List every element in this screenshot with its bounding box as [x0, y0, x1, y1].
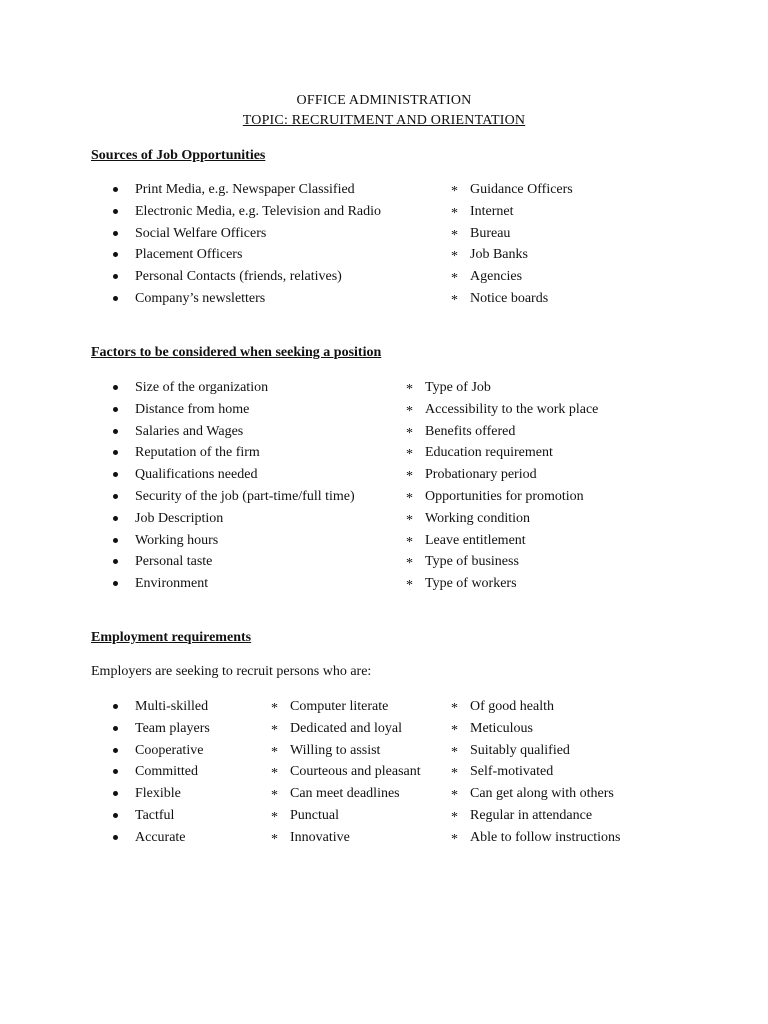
list-item-text: Able to follow instructions [470, 829, 621, 845]
list-item-text: Meticulous [470, 720, 533, 736]
list-item-text: Print Media, e.g. Newspaper Classified [135, 182, 355, 197]
asterisk-icon: * [271, 788, 278, 804]
list-item-text: Bureau [470, 225, 511, 241]
list-item [406, 551, 696, 573]
list-item-text: Guidance Officers [470, 182, 573, 197]
asterisk-icon: * [406, 578, 413, 594]
list-item [113, 783, 263, 805]
list-item [271, 805, 446, 827]
asterisk-icon: * [451, 701, 458, 716]
list-item-text: Dedicated and loyal [290, 720, 402, 736]
asterisk-icon: * [451, 766, 458, 782]
list-item [113, 399, 403, 421]
list-item [406, 399, 696, 421]
list-item [113, 442, 403, 464]
sources-list-col1 [113, 179, 443, 310]
requirements-list-col3 [451, 696, 651, 849]
asterisk-icon: * [406, 403, 413, 419]
list-item [113, 761, 263, 783]
asterisk-icon: * [271, 831, 278, 847]
asterisk-icon: * [406, 556, 413, 572]
list-item [406, 464, 696, 486]
list-item [451, 244, 711, 266]
list-item-text: Type of Job [425, 380, 491, 395]
list-item [271, 761, 446, 783]
list-item-text: Agencies [470, 269, 523, 285]
list-item [451, 761, 651, 783]
asterisk-icon: * [451, 184, 458, 199]
list-item-text: Flexible [135, 786, 181, 802]
list-item [113, 530, 403, 552]
list-item [406, 421, 696, 443]
asterisk-icon: * [451, 205, 458, 221]
list-item-text: Opportunities for promotion [425, 488, 584, 504]
list-item [406, 573, 696, 595]
list-item-text: Punctual [290, 807, 339, 823]
list-item [451, 827, 651, 849]
requirements-list-col1 [113, 696, 263, 849]
list-item [113, 486, 403, 508]
list-item-text: Accurate [135, 829, 186, 845]
list-item [113, 244, 443, 266]
list-item [451, 266, 711, 288]
list-item-text: Notice boards [470, 290, 549, 306]
list-item-text: Can meet deadlines [290, 786, 400, 802]
asterisk-icon: * [406, 447, 413, 463]
asterisk-icon: * [451, 831, 458, 847]
list-item-text: Probationary period [425, 467, 537, 483]
list-item [113, 421, 403, 443]
list-item [113, 201, 443, 223]
asterisk-icon: * [451, 249, 458, 265]
list-item [113, 179, 443, 201]
list-item [113, 266, 443, 288]
list-item [113, 827, 263, 849]
asterisk-icon: * [451, 227, 458, 243]
list-item [451, 696, 651, 718]
list-item [113, 223, 443, 245]
list-item [451, 740, 651, 762]
list-item [271, 827, 446, 849]
requirements-intro: Employers are seeking to recruit persons who are: [91, 664, 372, 679]
list-item-text: Security of the job (part-time/full time) [135, 488, 355, 504]
list-item-text: Willing to assist [290, 742, 381, 758]
list-item [113, 740, 263, 762]
list-item-text: Tactful [135, 807, 175, 823]
list-item-text: Personal taste [135, 554, 213, 570]
list-item-text: Courteous and pleasant [290, 764, 421, 780]
asterisk-icon: * [451, 292, 458, 308]
list-item [271, 740, 446, 762]
section-heading-requirements: Employment requirements [91, 630, 252, 645]
asterisk-icon: * [406, 512, 413, 528]
asterisk-icon: * [271, 744, 278, 760]
section-heading-sources: Sources of Job Opportunities [91, 148, 266, 163]
list-item-text: Job Banks [470, 247, 528, 263]
list-item-text: Can get along with others [470, 786, 614, 802]
list-item [406, 508, 696, 530]
list-item [451, 718, 651, 740]
list-item-text: Social Welfare Officers [135, 225, 267, 241]
document-topic: TOPIC: RECRUITMENT AND ORIENTATION [242, 113, 526, 128]
list-item [451, 783, 651, 805]
list-item-text: Environment [135, 576, 209, 592]
list-item-text: Multi-skilled [135, 699, 209, 714]
asterisk-icon: * [406, 534, 413, 550]
requirements-list-col2 [271, 696, 446, 849]
list-item-text: Type of workers [425, 576, 517, 592]
list-item-text: Salaries and Wages [135, 423, 244, 439]
list-item-text: Leave entitlement [425, 532, 526, 548]
sources-list-col2 [451, 179, 711, 310]
asterisk-icon: * [406, 382, 413, 397]
list-item-text: Reputation of the firm [135, 445, 260, 461]
list-item [271, 696, 446, 718]
list-item-text: Team players [135, 720, 210, 736]
list-item-text: Electronic Media, e.g. Television and Radio [135, 203, 382, 219]
list-item-text: Suitably qualified [470, 742, 570, 758]
list-item-text: Cooperative [135, 742, 204, 758]
list-item-text: Of good health [470, 699, 554, 714]
list-item-text: Education requirement [425, 445, 553, 461]
list-item [113, 573, 403, 595]
asterisk-icon: * [451, 809, 458, 825]
list-item-text: Regular in attendance [470, 807, 593, 823]
list-item [406, 442, 696, 464]
list-item [113, 696, 263, 718]
list-item-text: Placement Officers [135, 247, 243, 263]
asterisk-icon: * [271, 722, 278, 738]
list-item [113, 551, 403, 573]
list-item-text: Self-motivated [470, 764, 554, 780]
list-item [271, 718, 446, 740]
asterisk-icon: * [451, 271, 458, 287]
list-item-text: Company’s newsletters [135, 290, 266, 306]
list-item [271, 783, 446, 805]
list-item-text: Size of the organization [135, 380, 269, 395]
list-item [451, 805, 651, 827]
list-item [406, 530, 696, 552]
list-item-text: Job Description [135, 510, 224, 526]
asterisk-icon: * [271, 701, 278, 716]
list-item-text: Qualifications needed [135, 467, 258, 483]
list-item-text: Benefits offered [425, 423, 516, 439]
list-item-text: Committed [135, 764, 198, 780]
list-item-text: Working hours [135, 532, 219, 548]
document-title: OFFICE ADMINISTRATION [296, 93, 472, 108]
list-item [113, 805, 263, 827]
list-item-text: Distance from home [135, 401, 250, 417]
asterisk-icon: * [451, 788, 458, 804]
list-item [451, 288, 711, 310]
factors-list-col1 [113, 377, 403, 595]
list-item-text: Innovative [290, 829, 350, 845]
list-item-text: Internet [470, 203, 514, 219]
asterisk-icon: * [271, 766, 278, 782]
asterisk-icon: * [406, 490, 413, 506]
asterisk-icon: * [406, 469, 413, 485]
list-item-text: Type of business [425, 554, 519, 570]
list-item-text: Personal Contacts (friends, relatives) [135, 269, 342, 285]
asterisk-icon: * [406, 425, 413, 441]
asterisk-icon: * [271, 809, 278, 825]
list-item [451, 223, 711, 245]
list-item [113, 377, 403, 399]
list-item [406, 377, 696, 399]
list-item [451, 179, 711, 201]
asterisk-icon: * [451, 722, 458, 738]
list-item [113, 464, 403, 486]
factors-list-col2 [406, 377, 696, 595]
list-item [406, 486, 696, 508]
list-item [113, 718, 263, 740]
list-item-text: Accessibility to the work place [425, 401, 599, 417]
list-item [113, 508, 403, 530]
list-item [113, 288, 443, 310]
asterisk-icon: * [451, 744, 458, 760]
list-item-text: Computer literate [290, 699, 389, 714]
list-item-text: Working condition [425, 510, 531, 526]
section-heading-factors: Factors to be considered when seeking a position [91, 345, 382, 360]
list-item [451, 201, 711, 223]
